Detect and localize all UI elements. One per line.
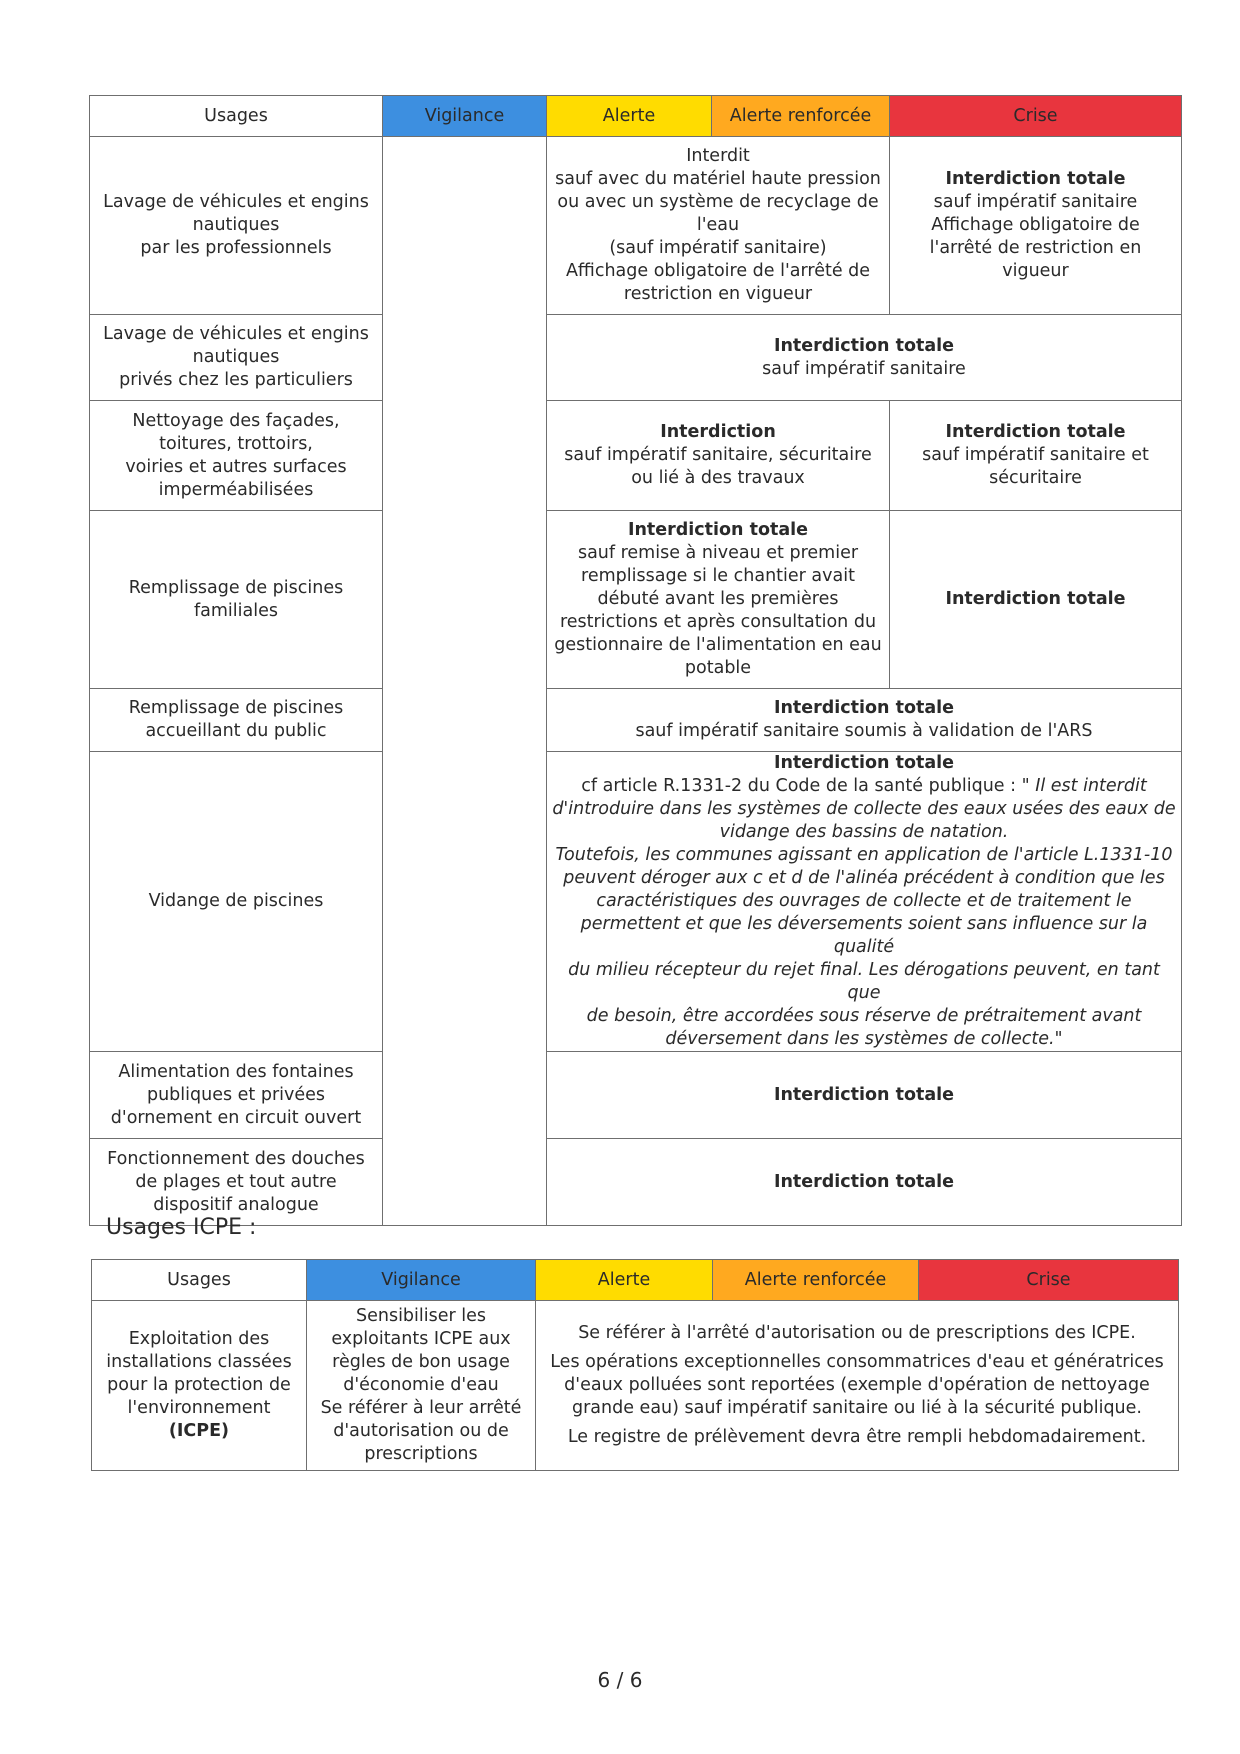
table-row [90,1139,1182,1226]
table-row [90,689,1182,752]
table-row [92,1301,1179,1471]
usage-cell: Vidange de piscines [90,752,383,1052]
header-usages: Usages [92,1260,307,1301]
crise-cell: Interdiction totale sauf impératif sanitaire et sécuritaire [890,401,1182,511]
table-header-row [92,1260,1179,1301]
table-row [90,315,1182,401]
vigilance-cell: Sensibiliser les exploitants ICPE aux règles de bon usage d'économie d'eau Se référer à leur arrêté d'autorisation ou de prescriptions [307,1301,536,1471]
header-usages: Usages [90,96,383,137]
table-row [90,137,1182,315]
crise-cell: Interdiction totale [890,511,1182,689]
restriction-merged-cell: Interdiction totale cf article R.1331-2 du Code de la santé publique : " Il est interdit d'introduire dans les systèmes de collecte des eaux usées des eaux de vidange des bassins de natation. Toutefois, les communes agissant en application de l'article L.1331-10 peuvent déroger aux c et d de l'alinéa précédent à condition que les caractéristiques des ouvrages de collecte et de traitement le permettent et que les déversements soient sans influence sur la qualité du milieu récepteur du rejet final. Les dérogations peuvent, en tant que de besoin, être accordées sous réserve de prétraitement avant déversement dans les systèmes de collecte." [547,752,1182,1052]
table-header-row [90,96,1182,137]
table-row [90,1052,1182,1139]
section-title-icpe: Usages ICPE : [106,1215,257,1240]
alerte-ar-cell: Interdiction sauf impératif sanitaire, sécuritaire ou lié à des travaux [547,401,890,511]
alerte-ar-cell: Interdiction totale sauf remise à niveau et premier remplissage si le chantier avait débuté avant les premières restrictions et après consultation du gestionnaire de l'alimentation en eau potable [547,511,890,689]
table-row [90,401,1182,511]
header-vigilance: Vigilance [383,96,547,137]
crise-cell: Interdiction totale sauf impératif sanitaire Affichage obligatoire de l'arrêté de restriction en vigueur [890,137,1182,315]
usage-cell: Fonctionnement des douches de plages et tout autre dispositif analogue [90,1139,383,1226]
header-crise: Crise [890,96,1182,137]
restriction-merged-cell: Interdiction totale sauf impératif sanitaire soumis à validation de l'ARS [547,689,1182,752]
header-alerte-renforcee: Alerte renforcée [712,96,890,137]
header-alerte: Alerte [547,96,712,137]
usage-cell: Nettoyage des façades, toitures, trottoirs, voiries et autres surfaces imperméabilisées [90,401,383,511]
table-row [90,752,1182,1052]
restrictions-table [89,95,1182,1226]
header-alerte-renforcee: Alerte renforcée [713,1260,919,1301]
restriction-merged-cell: Se référer à l'arrêté d'autorisation ou de prescriptions des ICPE. Les opérations exceptionnelles consommatrices d'eau et génératrices d'eaux polluées sont reportées (exemple d'opération de nettoyage grande eau) sauf impératif sanitaire ou lié à la sécurité publique. Le registre de prélèvement devra être rempli hebdomadairement. [536,1301,1179,1471]
usage-cell: Alimentation des fontaines publiques et privées d'ornement en circuit ouvert [90,1052,383,1139]
usage-cell: Lavage de véhicules et engins nautiques privés chez les particuliers [90,315,383,401]
usage-cell: Remplissage de piscines familiales [90,511,383,689]
header-vigilance: Vigilance [307,1260,536,1301]
vigilance-column-empty [383,137,547,1226]
page-number: 6 / 6 [597,1668,643,1692]
usage-cell: Exploitation des installations classées pour la protection de l'environnement (ICPE) [92,1301,307,1471]
restriction-merged-cell: Interdiction totale [547,1052,1182,1139]
restriction-merged-cell: Interdiction totale [547,1139,1182,1226]
alerte-ar-cell: Interdit sauf avec du matériel haute pression ou avec un système de recyclage de l'eau (sauf impératif sanitaire) Affichage obligatoire de l'arrêté de restriction en vigueur [547,137,890,315]
restriction-merged-cell: Interdiction totale sauf impératif sanitaire [547,315,1182,401]
header-alerte: Alerte [536,1260,713,1301]
icpe-table [91,1259,1179,1471]
header-crise: Crise [919,1260,1179,1301]
usage-cell: Lavage de véhicules et engins nautiques par les professionnels [90,137,383,315]
usage-cell: Remplissage de piscines accueillant du public [90,689,383,752]
table-row [90,511,1182,689]
